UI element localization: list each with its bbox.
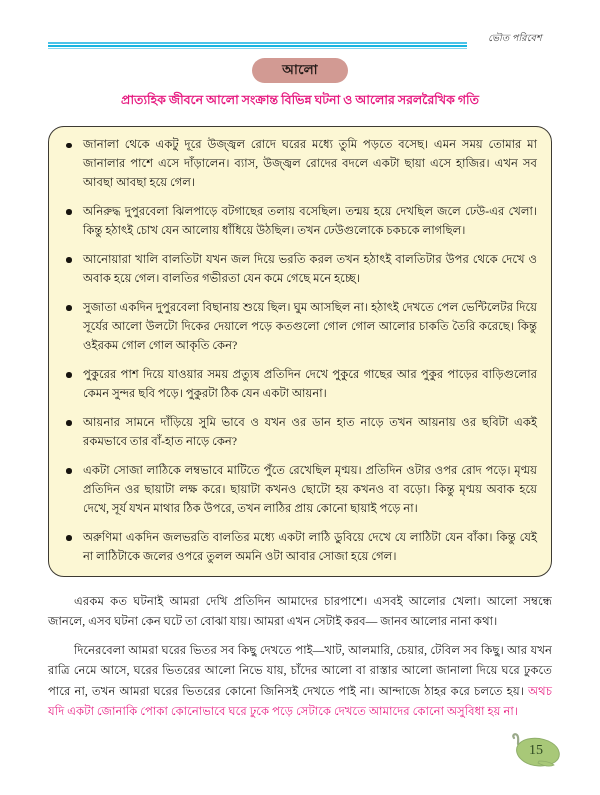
list-item bbox=[59, 251, 537, 289]
header-rule-line-top bbox=[48, 42, 467, 44]
list-item-text: অরুণিমা একদিন জলভরতি বালতির মধ্যে একটা লাঠি ডুবিয়ে দেখে যে লাঠিটা যেন বাঁকা। কিন্তু যেই না লাঠিটাকে জলের ওপরে তুলল অমনি ওটা আবার সোজা হয়ে গেল। bbox=[83, 530, 537, 563]
body-paragraph-2-highlight: অথচ যদি একটা জোনাকি পোকা কোনোভাবে ঘরে ঢুকে পড়ে সেটাকে দেখতে আমাদের কোনো অসুবিধা হয় না। bbox=[48, 684, 552, 718]
bullet-icon bbox=[66, 535, 72, 541]
observation-box bbox=[48, 126, 552, 577]
running-header-title: ভৌত পরিবেশ bbox=[488, 34, 542, 44]
list-item bbox=[59, 414, 537, 452]
list-item bbox=[59, 299, 537, 355]
bullet-icon bbox=[66, 209, 72, 215]
section-heading: প্রাত্যহিক জীবনে আলো সংক্রান্ত বিভিন্ন ঘটনা ও আলোর সরলরৈখিক গতি bbox=[121, 93, 479, 107]
header-rule bbox=[48, 42, 467, 48]
list-item-text: আয়নার সামনে দাঁড়িয়ে সুমি ভাবে ও যখন ওর ডান হাত নাড়ে তখন আয়নায় ওর ছবিটা একই রকমভাবে তার বাঁ-হাত নাড়ে কেন? bbox=[83, 415, 537, 448]
bullet-icon bbox=[66, 257, 72, 263]
chapter-title-container bbox=[0, 58, 600, 83]
list-item bbox=[59, 136, 537, 192]
list-item bbox=[59, 366, 537, 404]
page-header bbox=[0, 30, 600, 56]
body-paragraph-1: এরকম কত ঘটনাই আমরা দেখি প্রতিদিন আমাদের চারপাশে। এসবই আলোর খেলা। আলো সম্বন্ধে জানলে, এসব ঘটনা কেন ঘটে তা বোঝা যায়। আমরা এখন সেটাই করব— জানব আলোর নানা কথা। bbox=[48, 595, 552, 629]
body-copy bbox=[48, 592, 552, 722]
bullet-icon bbox=[66, 420, 72, 426]
list-item-text: জানালা থেকে একটু দূরে উজ্জ্বল রোদে ঘরের মধ্যে তুমি পড়তে বসেছ। এমন সময় তোমার মা জানালার পাশে এসে দাঁড়ালেন। ব্যাস, উজ্জ্বল রোদের বদলে একটা ছায়া এসে হাজির। এখন সব আবছা আবছা হয়ে গেল। bbox=[83, 138, 537, 189]
observation-list bbox=[59, 136, 537, 566]
list-item-text: অনিরুদ্ধ দুপুরবেলা ঝিলপাড়ে বটগাছের তলায় বসেছিল। তন্ময় হয়ে দেখছিল জলে ঢেউ-এর খেলা। কিন্তু হঠাৎই চোখ যেন আলোয় ধাঁধিয়ে উঠছিল। তখন ঢেউগুলোকে চকচকে লাগছিল। bbox=[83, 204, 537, 237]
list-item-text: একটা সোজা লাঠিকে লম্বভাবে মাটিতে পুঁতে রেখেছিল মৃণ্ময়। প্রতিদিন ওটার ওপর রোদ পড়ে। মৃণ্ময় প্রতিদিন ওর ছায়াটা লক্ষ করে। ছায়াটা কখনও ছোটো হয় কখনও বা বড়ো। কিন্তু মৃণ্ময় অবাক হয়ে দেখে, সূর্য যখন মাথার ঠিক উপরে, তখন লাঠির প্রায় কোনো ছায়াই পড়ে না। bbox=[83, 463, 537, 515]
bullet-icon bbox=[66, 468, 72, 474]
body-paragraph-2-text: দিনেরবেলা আমরা ঘরের ভিতর সব কিছু দেখতে পাই—খাট, আলমারি, চেয়ার, টেবিল সব কিছু। আর যখন রাত্রি নেমে আসে, ঘরের ভিতরের আলো নিভে যায়, চাঁদের আলো বা রাস্তার আলো জানালা দিয়ে ঘরে ঢুকতে পারে না, তখন আমরা ঘরের ভিতরের কোনো জিনিসই দেখতে পাই না। আন্দাজে ঠাহর করে চলতে হয়। bbox=[48, 644, 552, 698]
page-number-value: 15 bbox=[529, 743, 543, 758]
bullet-icon bbox=[66, 143, 72, 149]
list-item bbox=[59, 529, 537, 567]
bullet-icon bbox=[66, 305, 72, 311]
chapter-title-pill: আলো bbox=[252, 58, 348, 83]
list-item-text: সুজাতা একদিন দুপুরবেলা বিছানায় শুয়ে ছিল। ঘুম আসছিল না। হঠাৎই দেখতে পেল ভেন্টিলেটর দিয়ে সূর্যের আলো উলটো দিকের দেয়ালে পড়ে কতগুলো গোল গোল আলোর চাকতি তৈরি করেছে। কিন্তু ওইরকম গোল গোল আকৃতি কেন? bbox=[83, 300, 537, 352]
body-paragraph-2 bbox=[48, 641, 552, 722]
header-rule-line-bottom bbox=[48, 48, 467, 49]
list-item bbox=[59, 462, 537, 518]
list-item-text: পুকুরের পাশ দিয়ে যাওয়ার সময় প্রত্যুষ প্রতিদিন দেখে পুকুরে গাছের আর পুকুর পাড়ের বাড়িগুলোর কেমন সুন্দর ছবি পড়ে। পুকুরটা ঠিক যেন একটা আয়না। bbox=[83, 367, 537, 400]
list-item-text: আনোয়ারা খালি বালতিটা যখন জল দিয়ে ভরতি করল তখন হঠাৎই বালতিটার উপর থেকে দেখে ও অবাক হয়ে গেল। বালতির গভীরতা যেন কমে গেছে মনে হচ্ছে। bbox=[83, 252, 537, 285]
list-item bbox=[59, 203, 537, 241]
page-number-leaf bbox=[500, 729, 566, 773]
bullet-icon bbox=[66, 372, 72, 378]
